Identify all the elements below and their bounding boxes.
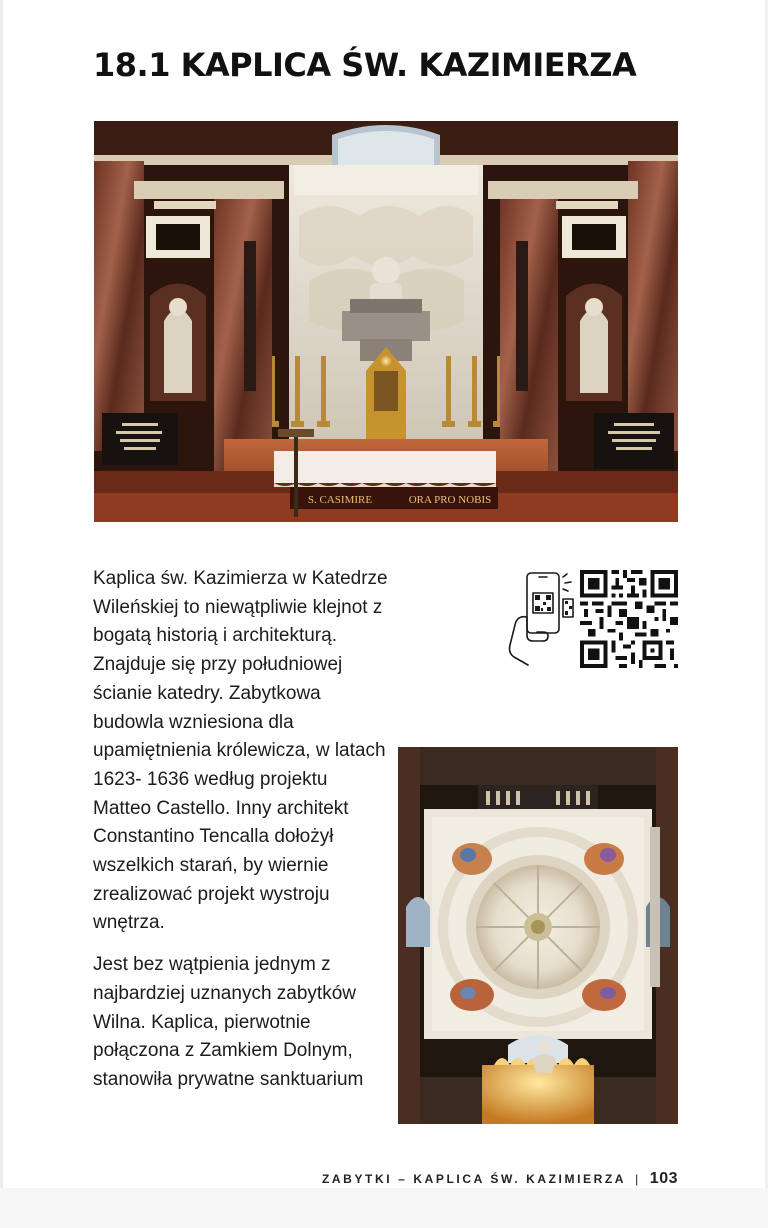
altar-photo — [94, 121, 678, 522]
qr-code-icon[interactable] — [580, 570, 678, 668]
altar-inscription-right: ORA PRO NOBIS — [408, 494, 492, 506]
paragraph-2: Jest bez wątpienia jednym z najbardziej uznanych zabytków Wilna. Kaplica, pierwotnie połączona z Zamkiem Dolnym, stanowiła prywatne sanktuarium — [93, 954, 364, 1090]
footer-separator: | — [635, 1172, 641, 1186]
dome-photo — [398, 747, 678, 1124]
paragraph-1: Kaplica św. Kazimierza w Katedrze Wileńskiej to niewątpliwie klejnot z bogatą historią i architekturą. Znajduje się przy południowej ścianie katedry. Zabytkowa budowla wzniesiona dla upamiętnienia królewicza, w latach 1623- 1636 według projektu Matteo Castello. Inny architekt Constantino Tencalla dołożył wszelkich starań, by wiernie zrealizować projekt wystroju wnętrza. — [93, 568, 388, 934]
page-title: 18.1 KAPLICA ŚW. KAZIMIERZA — [93, 46, 637, 84]
page-edge-left — [0, 0, 3, 1228]
phone-scan-icon — [507, 571, 577, 669]
altar-inscription-left: S. CASIMIRE — [307, 494, 373, 506]
page-footer — [0, 1170, 678, 1188]
page-edge-bottom — [0, 1188, 768, 1228]
body-text — [93, 565, 388, 1095]
footer-section-label: ZABYTKI – KAPLICA ŚW. KAZIMIERZA — [321, 1172, 627, 1186]
page-number: 103 — [649, 1170, 678, 1187]
